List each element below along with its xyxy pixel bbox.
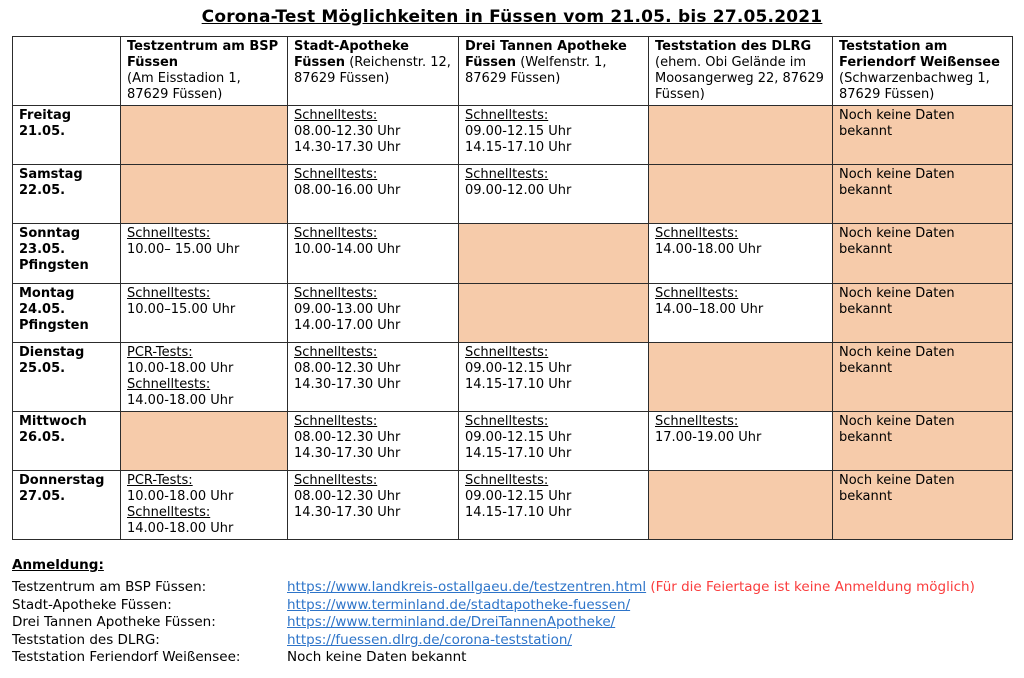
test-time: 14.30-17.30 Uhr <box>294 377 401 392</box>
day-line: 24.05. <box>19 302 66 317</box>
schedule-cell <box>288 224 459 284</box>
schedule-cell <box>121 284 288 343</box>
test-time: 09.00-13.00 Uhr <box>294 302 401 317</box>
day-line: 22.05. <box>19 183 66 198</box>
test-time: 14.30-17.30 Uhr <box>294 140 401 155</box>
schedule-cell <box>833 224 1013 284</box>
anmeldung-note: (Für die Feiertage ist keine Anmeldung möglich) <box>646 579 975 595</box>
column-header-name: Teststation des DLRG <box>655 39 812 54</box>
anmeldung-link[interactable]: https://fuessen.dlrg.de/corona-teststation/ <box>287 631 572 648</box>
table-row-2 <box>13 224 1013 284</box>
test-type-label: PCR-Tests: <box>127 473 193 488</box>
schedule-cell <box>649 284 833 343</box>
column-header-name: Testzentrum am BSP Füssen <box>127 39 279 70</box>
test-time: 14.00-18.00 Uhr <box>127 393 234 408</box>
test-type-label: Schnelltests: <box>655 226 739 241</box>
column-header-5 <box>833 37 1013 106</box>
day-cell <box>13 412 121 471</box>
test-type-label: Schnelltests: <box>655 286 739 301</box>
test-time: Noch keine Daten bekannt <box>839 345 955 376</box>
anmeldung-link[interactable]: https://www.landkreis-ostallgaeu.de/testzentren.html <box>287 579 647 595</box>
anmeldung-plain-text: Noch keine Daten bekannt <box>287 649 467 665</box>
anmeldung-row-3 <box>12 632 1012 649</box>
test-time: 08.00-12.30 Uhr <box>294 124 401 139</box>
test-time: 08.00-16.00 Uhr <box>294 183 401 198</box>
schedule-cell <box>833 165 1013 224</box>
column-header-address: (ehem. Obi Gelände im Moosangerweg 22, 87629 Füssen) <box>655 55 824 102</box>
anmeldung-value <box>287 614 615 631</box>
schedule-cell <box>649 224 833 284</box>
schedule-cell <box>288 106 459 165</box>
day-line: 27.05. <box>19 489 66 504</box>
test-type-label: Schnelltests: <box>294 473 378 488</box>
schedule-cell <box>649 106 833 165</box>
schedule-cell <box>833 471 1013 540</box>
test-type-label: Schnelltests: <box>127 505 211 520</box>
column-header-name: Stadt-Apotheke Füssen <box>294 39 409 70</box>
schedule-cell <box>121 471 288 540</box>
anmeldung-entries <box>12 579 1012 666</box>
test-type-label: Schnelltests: <box>294 226 378 241</box>
anmeldung-label: Testzentrum am BSP Füssen: <box>12 579 207 595</box>
test-time: 08.00-12.30 Uhr <box>294 361 401 376</box>
anmeldung-label: Drei Tannen Apotheke Füssen: <box>12 614 216 630</box>
table-row-0 <box>13 106 1013 165</box>
schedule-cell <box>288 165 459 224</box>
table-row-6 <box>13 471 1013 540</box>
test-type-label: Schnelltests: <box>294 167 378 182</box>
test-type-label: Schnelltests: <box>294 414 378 429</box>
schedule-cell <box>459 343 649 412</box>
schedule-cell <box>121 165 288 224</box>
test-type-label: Schnelltests: <box>465 473 549 488</box>
column-header-4 <box>649 37 833 106</box>
test-time: 14.15-17.10 Uhr <box>465 140 572 155</box>
schedule-cell <box>833 106 1013 165</box>
test-time: Noch keine Daten bekannt <box>839 108 955 139</box>
day-line: Sonntag <box>19 226 81 241</box>
schedule-cell <box>121 106 288 165</box>
schedule-cell <box>833 343 1013 412</box>
day-cell <box>13 106 121 165</box>
test-time: 10.00–15.00 Uhr <box>127 302 236 317</box>
test-time: 14.15-17.10 Uhr <box>465 446 572 461</box>
day-cell <box>13 284 121 343</box>
test-time: 14.30-17.30 Uhr <box>294 446 401 461</box>
schedule-cell <box>459 412 649 471</box>
column-header-2 <box>288 37 459 106</box>
anmeldung-row-2 <box>12 614 1012 631</box>
table-row-5 <box>13 412 1013 471</box>
test-type-label: Schnelltests: <box>127 377 211 392</box>
test-type-label: Schnelltests: <box>465 345 549 360</box>
test-type-label: Schnelltests: <box>465 108 549 123</box>
column-header-address: (Schwarzenbachweg 1, 87629 Füssen) <box>839 71 990 102</box>
schedule-cell <box>649 343 833 412</box>
day-cell <box>13 165 121 224</box>
schedule-cell <box>288 412 459 471</box>
test-time: 09.00-12.15 Uhr <box>465 430 572 445</box>
anmeldung-label: Teststation des DLRG: <box>12 631 160 648</box>
test-type-label: Schnelltests: <box>294 108 378 123</box>
test-time: 10.00-18.00 Uhr <box>127 361 234 376</box>
test-time: 14.30-17.30 Uhr <box>294 505 401 520</box>
schedule-cell <box>459 284 649 343</box>
table-header-row <box>13 37 1013 106</box>
test-time: 09.00-12.15 Uhr <box>465 124 572 139</box>
schedule-cell <box>121 412 288 471</box>
schedule-cell <box>459 471 649 540</box>
schedule-cell <box>288 471 459 540</box>
day-line: Pfingsten <box>19 318 89 333</box>
schedule-cell <box>833 284 1013 343</box>
anmeldung-row-1 <box>12 597 1012 614</box>
test-time: 09.00-12.15 Uhr <box>465 361 572 376</box>
column-header-address: (Am Eisstadion 1, 87629 Füssen) <box>127 71 241 102</box>
test-time: 14.00-18.00 Uhr <box>127 521 234 536</box>
test-type-label: Schnelltests: <box>294 286 378 301</box>
test-time: Noch keine Daten bekannt <box>839 414 955 445</box>
test-type-label: Schnelltests: <box>294 345 378 360</box>
anmeldung-row-4 <box>12 649 1012 666</box>
test-type-label: PCR-Tests: <box>127 345 193 360</box>
anmeldung-row-0 <box>12 579 1012 596</box>
test-time: 14.00-18.00 Uhr <box>655 242 762 257</box>
schedule-cell <box>649 165 833 224</box>
test-time: 14.00-17.00 Uhr <box>294 318 401 333</box>
day-line: Freitag <box>19 108 72 123</box>
day-line: 26.05. <box>19 430 66 445</box>
anmeldung-section <box>12 557 1012 666</box>
test-time: 14.15-17.10 Uhr <box>465 377 572 392</box>
test-type-label: Schnelltests: <box>465 167 549 182</box>
test-time: 14.15-17.10 Uhr <box>465 505 572 520</box>
schedule-cell <box>121 224 288 284</box>
test-type-label: Schnelltests: <box>127 226 211 241</box>
day-cell <box>13 224 121 284</box>
anmeldung-link[interactable]: https://www.terminland.de/DreiTannenApotheke/ <box>287 614 616 630</box>
anmeldung-value <box>287 579 975 596</box>
day-line: Pfingsten <box>19 258 89 273</box>
day-line: 21.05. <box>19 124 66 139</box>
schedule-cell <box>649 471 833 540</box>
schedule-cell <box>288 343 459 412</box>
column-header-name: Drei Tannen Apotheke Füssen <box>465 39 627 70</box>
anmeldung-heading: Anmeldung: <box>12 557 104 573</box>
table-row-3 <box>13 284 1013 343</box>
anmeldung-label: Stadt-Apotheke Füssen: <box>12 596 172 613</box>
schedule-cell <box>459 106 649 165</box>
day-cell <box>13 471 121 540</box>
schedule-cell <box>459 165 649 224</box>
test-time: 14.00–18.00 Uhr <box>655 302 764 317</box>
column-header-name: Teststation am Feriendorf Weißensee <box>839 39 1000 70</box>
table-row-4 <box>13 343 1013 412</box>
test-time: 09.00-12.00 Uhr <box>465 183 572 198</box>
schedule-cell <box>833 412 1013 471</box>
day-line: Montag <box>19 286 75 301</box>
test-time: 17.00-19.00 Uhr <box>655 430 762 445</box>
table-row-1 <box>13 165 1013 224</box>
test-schedule-table <box>12 36 1013 540</box>
test-type-label: Schnelltests: <box>127 286 211 301</box>
schedule-cell <box>459 224 649 284</box>
anmeldung-value <box>287 632 572 649</box>
test-time: Noch keine Daten bekannt <box>839 167 955 198</box>
column-header-address: (Welfenstr. 1, 87629 Füssen) <box>465 55 607 86</box>
test-time: 10.00-14.00 Uhr <box>294 242 401 257</box>
column-header-0 <box>13 37 121 106</box>
test-type-label: Schnelltests: <box>655 414 739 429</box>
anmeldung-link[interactable]: https://www.terminland.de/stadtapotheke-fuessen/ <box>287 596 631 613</box>
column-header-3 <box>459 37 649 106</box>
test-time: Noch keine Daten bekannt <box>839 286 955 317</box>
page-title: Corona-Test Möglichkeiten in Füssen vom 21.05. bis 27.05.2021 <box>201 7 823 27</box>
day-line: 25.05. <box>19 361 66 376</box>
anmeldung-label: Teststation Feriendorf Weißensee: <box>12 649 241 665</box>
schedule-cell <box>288 284 459 343</box>
day-line: Dienstag <box>19 345 85 360</box>
test-time: Noch keine Daten bekannt <box>839 473 955 504</box>
day-line: Donnerstag <box>19 473 105 488</box>
day-cell <box>13 343 121 412</box>
day-line: 23.05. <box>19 242 66 257</box>
day-line: Samstag <box>19 167 83 182</box>
test-time: Noch keine Daten bekannt <box>839 226 955 257</box>
day-line: Mittwoch <box>19 414 87 429</box>
anmeldung-value <box>287 597 630 614</box>
column-header-1 <box>121 37 288 106</box>
test-time: 08.00-12.30 Uhr <box>294 489 401 504</box>
test-time: 10.00-18.00 Uhr <box>127 489 234 504</box>
test-type-label: Schnelltests: <box>465 414 549 429</box>
schedule-cell <box>649 412 833 471</box>
anmeldung-value <box>287 649 466 666</box>
test-time: 09.00-12.15 Uhr <box>465 489 572 504</box>
schedule-cell <box>121 343 288 412</box>
column-header-address: (Reichenstr. 12, 87629 Füssen) <box>294 55 451 86</box>
test-time: 08.00-12.30 Uhr <box>294 430 401 445</box>
test-time: 10.00– 15.00 Uhr <box>127 242 240 257</box>
